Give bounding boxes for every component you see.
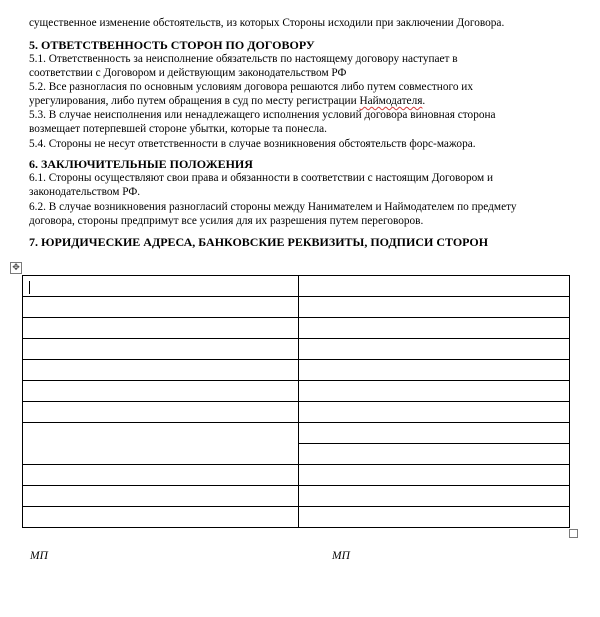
table-cell-merged[interactable] — [23, 423, 299, 465]
table-cell[interactable] — [299, 318, 570, 339]
table-cell[interactable] — [299, 465, 570, 486]
table-cell[interactable] — [23, 339, 299, 360]
table-cell[interactable] — [299, 339, 570, 360]
text-segment: урегулирования, либо путем обращения в суд по месту регистрации — [29, 95, 360, 107]
stamp-label-right: МП — [332, 550, 350, 562]
table-cell[interactable] — [299, 507, 570, 528]
text-line: 5.2. Все разногласия по основным условиям договора решаются либо путем совместного их — [29, 81, 473, 93]
text-line: 5.3. В случае неисполнения или ненадлежащего исполнения условий договора виновная сторона — [29, 109, 496, 121]
text-line — [29, 95, 574, 109]
table-cell[interactable] — [23, 276, 299, 297]
table-cell[interactable] — [299, 360, 570, 381]
text-cursor — [29, 281, 30, 294]
table-row — [23, 360, 570, 381]
table-row — [23, 339, 570, 360]
table-cell[interactable] — [23, 465, 299, 486]
table-row — [23, 486, 570, 507]
table-row — [23, 318, 570, 339]
table-cell[interactable] — [23, 486, 299, 507]
table-cell[interactable] — [23, 360, 299, 381]
table-cell[interactable] — [299, 486, 570, 507]
table-row — [23, 297, 570, 318]
table-row — [23, 381, 570, 402]
table-cell[interactable] — [299, 423, 570, 444]
section-6-heading: 6. ЗАКЛЮЧИТЕЛЬНЫЕ ПОЛОЖЕНИЯ — [29, 157, 253, 171]
table-row — [23, 402, 570, 423]
table-row — [23, 465, 570, 486]
text-segment: . — [422, 95, 426, 107]
text-line: 6.1. Стороны осуществляют свои права и обязанности в соответствии с настоящим Договором и — [29, 172, 494, 184]
table-cell[interactable] — [299, 297, 570, 318]
table-move-icon[interactable]: ✥ — [10, 262, 22, 274]
table-cell[interactable] — [299, 444, 570, 465]
stamp-label-left: МП — [30, 550, 48, 562]
table-cell[interactable] — [23, 507, 299, 528]
table-cell[interactable] — [299, 381, 570, 402]
text-line: договора, стороны предпримут все усилия для их разрешения путем переговоров. — [29, 215, 424, 227]
text-line: соответствии с Договором и действующим законодательством РФ — [29, 67, 347, 79]
text-line: 5.1. Ответственность за неисполнение обязательств по настоящему договору наступает в — [29, 53, 458, 65]
requisites-table[interactable] — [22, 275, 570, 528]
section-5-heading: 5. ОТВЕТСТВЕННОСТЬ СТОРОН ПО ДОГОВОРУ — [29, 38, 315, 52]
text-line: возмещает потерпевшей стороне убытки, которые та понесла. — [29, 123, 327, 135]
text-line: 5.4. Стороны не несут ответственности в случае возникновения обстоятельств форс-мажора. — [29, 138, 476, 150]
table-cell[interactable] — [23, 297, 299, 318]
section-7-heading: 7. ЮРИДИЧЕСКИЕ АДРЕСА, БАНКОВСКИЕ РЕКВИЗИТЫ, ПОДПИСИ СТОРОН — [29, 235, 489, 249]
table-cell[interactable] — [23, 402, 299, 423]
table-row — [23, 276, 570, 297]
text-line: существенное изменение обстоятельств, из которых Стороны исходили при заключении Договора. — [29, 17, 505, 29]
spellcheck-word[interactable]: Наймодателя — [359, 95, 423, 107]
text-line: 6.2. В случае возникновения разногласий стороны между Нанимателем и Наймодателем по предмету — [29, 201, 517, 213]
table-cell[interactable] — [299, 276, 570, 297]
table-cell[interactable] — [299, 402, 570, 423]
text-line: законодательством РФ. — [29, 186, 141, 198]
table-row — [23, 507, 570, 528]
table-row — [23, 423, 570, 444]
table-resize-handle[interactable] — [569, 529, 578, 538]
table-cell[interactable] — [23, 318, 299, 339]
table-cell[interactable] — [23, 381, 299, 402]
